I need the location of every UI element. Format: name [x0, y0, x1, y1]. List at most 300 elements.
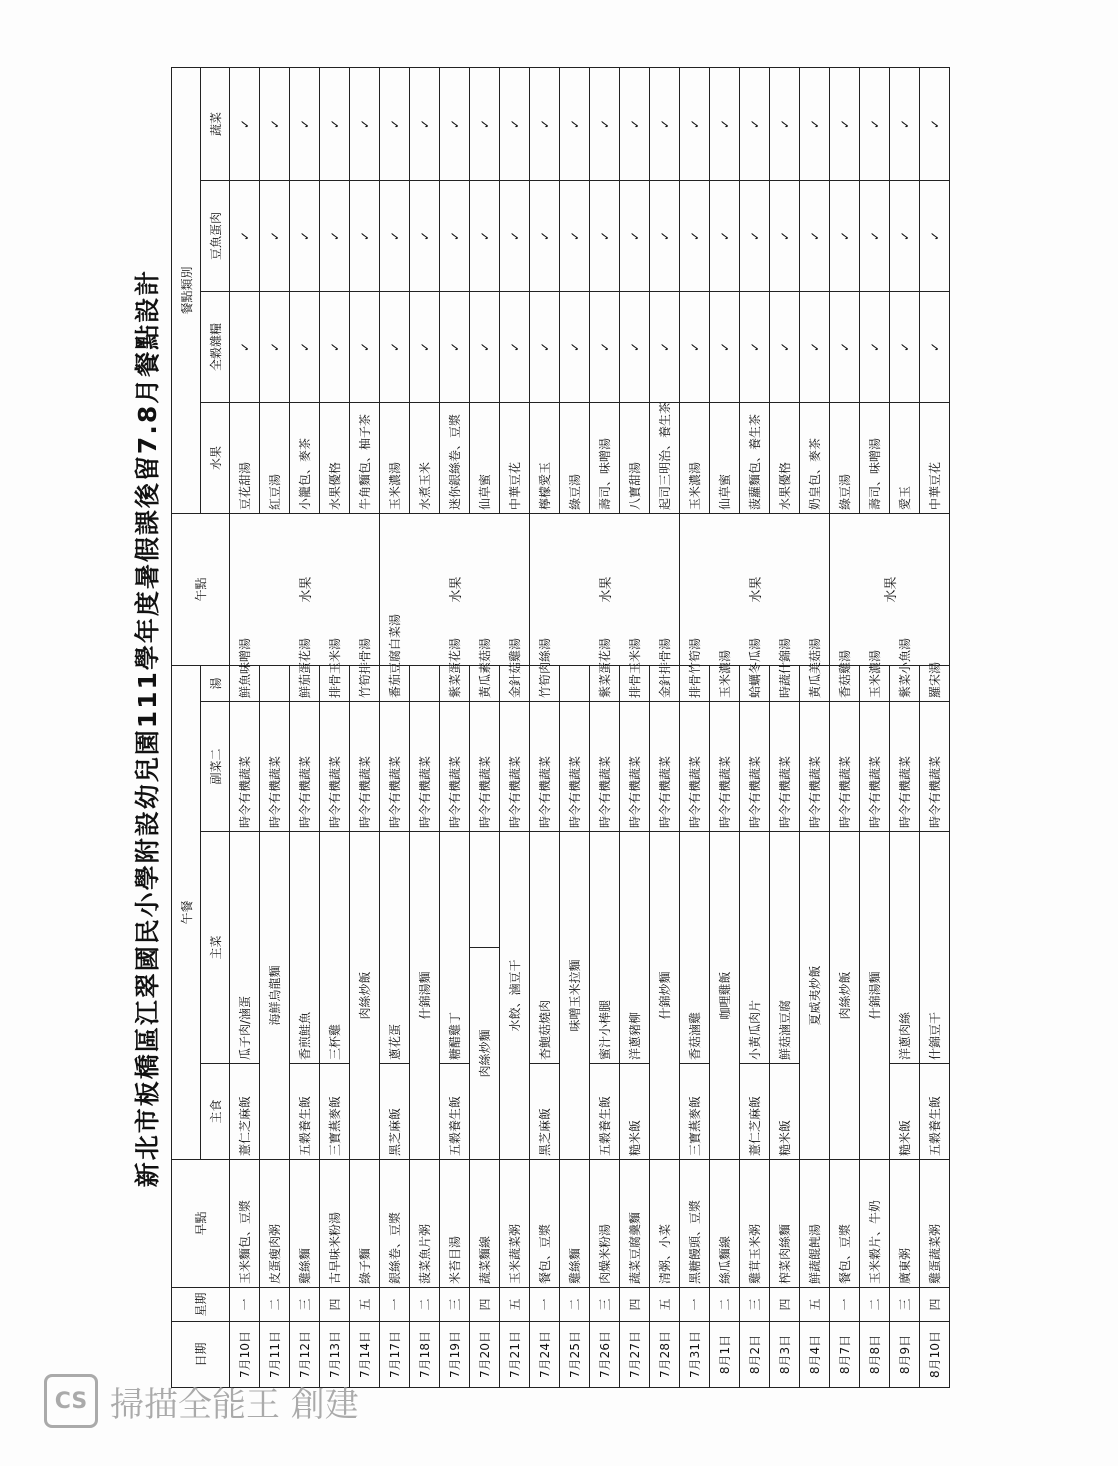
- cell-morning-snack: 蔬菜豆腐羹麵: [620, 1160, 650, 1288]
- cell-check-mark: ✓: [860, 291, 890, 402]
- cell-lunch-combined: 什錦湯麵: [860, 832, 890, 1160]
- cell-afternoon-snack: 紅豆湯: [260, 402, 290, 513]
- cell-check-mark: ✓: [500, 291, 530, 402]
- table-row: [740, 67, 770, 1387]
- cell-lunch-combined: 海鮮烏龍麵: [260, 832, 290, 1160]
- scanner-watermark: [44, 1376, 359, 1426]
- cell-main-dish: 洋蔥豬柳: [620, 832, 650, 1064]
- rotated-menu-sheet: [125, 68, 1030, 1388]
- cell-soup: 排骨玉米湯: [620, 665, 650, 701]
- cell-check-mark: ✓: [920, 67, 950, 180]
- cell-side2: 時令有機蔬菜: [380, 702, 410, 832]
- cell-morning-snack: 餐包、豆漿: [530, 1160, 560, 1288]
- cell-date: 7月12日: [290, 1322, 320, 1388]
- cell-weekday: 三: [740, 1288, 770, 1322]
- cell-afternoon-snack: 水果優格: [320, 402, 350, 513]
- cell-date: 7月21日: [500, 1322, 530, 1388]
- cell-morning-snack: 絲瓜麵線: [710, 1160, 740, 1288]
- cell-check-mark: ✓: [410, 67, 440, 180]
- cell-soup: 黃瓜素菇湯: [470, 665, 500, 701]
- cell-afternoon-snack: 起司三明治、養生茶: [650, 402, 680, 513]
- cell-afternoon-snack: 玉米濃湯: [380, 402, 410, 513]
- cell-afternoon-snack: 小籠包、麥茶: [290, 402, 320, 513]
- cell-date: 7月31日: [680, 1322, 710, 1388]
- cell-fruit: 水果: [530, 513, 680, 665]
- cell-check-mark: ✓: [290, 180, 320, 291]
- cell-main: 薏仁芝麻飯: [230, 1064, 260, 1160]
- cell-main-dish: 蔥花蛋: [380, 832, 410, 1064]
- cell-check-mark: ✓: [830, 291, 860, 402]
- cell-morning-snack: 玉米穀片、牛奶: [860, 1160, 890, 1288]
- cell-soup: 竹筍肉絲湯: [530, 665, 560, 701]
- cell-check-mark: ✓: [350, 67, 380, 180]
- cell-weekday: 二: [410, 1288, 440, 1322]
- cell-fruit: 水果: [680, 513, 830, 665]
- cell-date: 8月10日: [920, 1322, 950, 1388]
- cell-lunch-combined: 咖哩雞飯: [710, 832, 740, 1160]
- cell-check-mark: ✓: [920, 291, 950, 402]
- cell-check-mark: ✓: [560, 180, 590, 291]
- cell-date: 7月10日: [230, 1322, 260, 1388]
- cell-check-mark: ✓: [680, 180, 710, 291]
- cell-main-dish: 洋蔥肉絲: [890, 832, 920, 1064]
- watermark-text: 掃描全能王 創建: [110, 1384, 359, 1425]
- cell-soup: 排骨玉米湯: [320, 665, 350, 701]
- cell-date: 7月14日: [350, 1322, 380, 1388]
- cell-check-mark: ✓: [650, 291, 680, 402]
- cell-weekday: 五: [350, 1288, 380, 1322]
- page-title: 新北市板橋區江翠國民小學附設幼兒園111學年度暑假課後留7.8月餐點設計: [133, 268, 162, 1188]
- cell-check-mark: ✓: [560, 67, 590, 180]
- cell-date: 7月11日: [260, 1322, 290, 1388]
- table-row: [770, 67, 800, 1387]
- cell-check-mark: ✓: [860, 67, 890, 180]
- header-main: 主食: [201, 1064, 230, 1160]
- cell-morning-snack: 雞茸玉米粥: [740, 1160, 770, 1288]
- cell-fruit: 水果: [830, 513, 950, 665]
- cell-check-mark: ✓: [260, 180, 290, 291]
- cell-lunch-combined: 什錦湯麵: [410, 832, 440, 1160]
- cell-date: 7月28日: [650, 1322, 680, 1388]
- header-fruit: 水果: [201, 402, 230, 513]
- cell-main-dish: 蜜汁小棒腿: [590, 832, 620, 1064]
- cell-soup: [260, 665, 290, 701]
- cell-afternoon-snack: 玉米濃湯: [680, 402, 710, 513]
- cell-soup: [560, 665, 590, 701]
- table-row: [890, 67, 920, 1387]
- cell-check-mark: ✓: [650, 67, 680, 180]
- cell-date: 8月1日: [710, 1322, 740, 1388]
- cell-soup: 羅宋湯: [920, 665, 950, 701]
- cell-weekday: 四: [770, 1288, 800, 1322]
- cell-lunch-combined: 肉絲炒飯: [350, 832, 380, 1160]
- table-row: [920, 67, 950, 1387]
- cell-check-mark: ✓: [890, 291, 920, 402]
- cell-check-mark: ✓: [380, 67, 410, 180]
- cell-check-mark: ✓: [800, 291, 830, 402]
- cell-morning-snack: 銀絲卷、豆漿: [380, 1160, 410, 1288]
- cell-soup: 紫菜蛋花湯: [590, 665, 620, 701]
- cell-weekday: 五: [650, 1288, 680, 1322]
- cell-check-mark: ✓: [800, 67, 830, 180]
- cell-weekday: 一: [380, 1288, 410, 1322]
- cell-date: 8月9日: [890, 1322, 920, 1388]
- cell-morning-snack: 廣東粥: [890, 1160, 920, 1288]
- header-morning-snack: 早點: [172, 1160, 230, 1288]
- cell-check-mark: ✓: [590, 67, 620, 180]
- cell-check-mark: ✓: [920, 180, 950, 291]
- cell-side2: 時令有機蔬菜: [410, 702, 440, 832]
- table-row: [710, 67, 740, 1387]
- cell-side2: 時令有機蔬菜: [890, 702, 920, 832]
- cell-check-mark: ✓: [740, 291, 770, 402]
- cell-check-mark: ✓: [230, 180, 260, 291]
- table-row: [830, 67, 860, 1387]
- cell-check-mark: ✓: [380, 180, 410, 291]
- table-row: [320, 67, 350, 1387]
- table-row: [680, 67, 710, 1387]
- header-cat-veg: 蔬菜: [201, 67, 230, 180]
- cell-side2: 時令有機蔬菜: [230, 702, 260, 832]
- cell-check-mark: ✓: [890, 180, 920, 291]
- cell-weekday: 一: [230, 1288, 260, 1322]
- cell-afternoon-snack: 水果優格: [770, 402, 800, 513]
- cell-side2: 時令有機蔬菜: [680, 702, 710, 832]
- cell-weekday: 三: [590, 1288, 620, 1322]
- cell-check-mark: ✓: [380, 291, 410, 402]
- cell-soup: 香菇雞湯: [830, 665, 860, 701]
- cell-side2: 時令有機蔬菜: [920, 702, 950, 832]
- cell-weekday: 一: [830, 1288, 860, 1322]
- cell-morning-snack: 肉燥米粉湯: [590, 1160, 620, 1288]
- cell-weekday: 二: [560, 1288, 590, 1322]
- cell-check-mark: ✓: [260, 291, 290, 402]
- cell-afternoon-snack: 豆花甜湯: [230, 402, 260, 513]
- table-row: [590, 67, 620, 1387]
- cell-side2: 時令有機蔬菜: [440, 702, 470, 832]
- cell-side2: 時令有機蔬菜: [530, 702, 560, 832]
- table-row: [470, 67, 500, 1387]
- cell-weekday: 四: [470, 1288, 500, 1322]
- cell-check-mark: ✓: [440, 67, 470, 180]
- cell-date: 8月3日: [770, 1322, 800, 1388]
- cell-soup: 金針菇雞湯: [500, 665, 530, 701]
- cell-check-mark: ✓: [740, 180, 770, 291]
- cell-morning-snack: 綠子麵: [350, 1160, 380, 1288]
- cell-main: 三寶燕麥飯: [680, 1064, 710, 1160]
- cell-soup: 玉米濃湯: [860, 665, 890, 701]
- cell-soup: 竹筍排骨湯: [350, 665, 380, 701]
- cell-afternoon-snack: 水煮玉米: [410, 402, 440, 513]
- cell-weekday: 二: [260, 1288, 290, 1322]
- cell-fruit: 水果: [380, 513, 530, 665]
- header-weekday: 星期: [172, 1288, 230, 1322]
- cell-weekday: 一: [680, 1288, 710, 1322]
- table-row: [530, 67, 560, 1387]
- cell-date: 8月8日: [860, 1322, 890, 1388]
- header-category: 餐點類別: [172, 67, 201, 513]
- cell-side2: 時令有機蔬菜: [800, 702, 830, 832]
- cell-side2: 時令有機蔬菜: [290, 702, 320, 832]
- cell-lunch-combined: 水餃、滷豆干: [500, 832, 530, 1160]
- cell-date: 8月7日: [830, 1322, 860, 1388]
- cell-check-mark: ✓: [500, 180, 530, 291]
- cell-check-mark: ✓: [830, 67, 860, 180]
- cell-check-mark: ✓: [680, 291, 710, 402]
- cell-check-mark: ✓: [410, 180, 440, 291]
- cell-main: 糙米飯: [890, 1064, 920, 1160]
- cell-check-mark: ✓: [440, 180, 470, 291]
- cell-side2: 時令有機蔬菜: [770, 702, 800, 832]
- cell-check-mark: ✓: [530, 67, 560, 180]
- cell-lunch-combined: 什錦炒麵: [650, 832, 680, 1160]
- menu-table: [171, 67, 950, 1388]
- header-date: 日期: [172, 1322, 230, 1388]
- cell-check-mark: ✓: [440, 291, 470, 402]
- header-cat-protein: 豆魚蛋肉: [201, 180, 230, 291]
- cell-side2: 時令有機蔬菜: [710, 702, 740, 832]
- cell-check-mark: ✓: [770, 67, 800, 180]
- cell-side2: 時令有機蔬菜: [650, 702, 680, 832]
- cell-side2: 時令有機蔬菜: [830, 702, 860, 832]
- cell-check-mark: ✓: [740, 67, 770, 180]
- table-row: [500, 67, 530, 1387]
- cell-date: 7月27日: [620, 1322, 650, 1388]
- cell-date: 7月25日: [560, 1322, 590, 1388]
- cell-afternoon-snack: 壽司、味噌湯: [860, 402, 890, 513]
- cell-soup: 番茄豆腐白菜湯: [380, 665, 410, 701]
- cell-date: 7月20日: [470, 1322, 500, 1388]
- cell-weekday: 三: [290, 1288, 320, 1322]
- cell-afternoon-snack: 檸檬愛玉: [530, 402, 560, 513]
- cell-lunch-combined: 肉絲炒麵: [470, 948, 500, 1160]
- cell-side2: 時令有機蔬菜: [350, 702, 380, 832]
- cell-main-dish: 瓜子肉/滷蛋: [230, 832, 260, 1064]
- cell-morning-snack: 清粥、小菜: [650, 1160, 680, 1288]
- cell-check-mark: ✓: [710, 180, 740, 291]
- cell-morning-snack: 黑糖饅頭、豆漿: [680, 1160, 710, 1288]
- cell-check-mark: ✓: [320, 291, 350, 402]
- cell-weekday: 四: [920, 1288, 950, 1322]
- cell-date: 7月13日: [320, 1322, 350, 1388]
- cell-check-mark: ✓: [590, 180, 620, 291]
- table-row: [860, 67, 890, 1387]
- cell-check-mark: ✓: [620, 67, 650, 180]
- table-row: [260, 67, 290, 1387]
- cell-main: 五穀養生飯: [590, 1064, 620, 1160]
- cell-main-dish: 鮮菇滷豆腐: [770, 832, 800, 1064]
- cell-check-mark: ✓: [290, 291, 320, 402]
- cell-lunch-combined: 肉絲炒飯: [830, 832, 860, 1160]
- cell-check-mark: ✓: [230, 67, 260, 180]
- cell-weekday: 三: [890, 1288, 920, 1322]
- cell-main: 三寶燕麥飯: [320, 1064, 350, 1160]
- cell-check-mark: ✓: [410, 291, 440, 402]
- cell-weekday: 四: [320, 1288, 350, 1322]
- cell-afternoon-snack: 仙草蜜: [710, 402, 740, 513]
- cell-check-mark: ✓: [470, 180, 500, 291]
- table-row: [440, 67, 470, 1387]
- header-lunch: 午餐: [172, 665, 201, 1159]
- cell-afternoon-snack: 中華豆花: [920, 402, 950, 513]
- table-row: [230, 67, 260, 1387]
- cell-main: 五穀養生飯: [290, 1064, 320, 1160]
- cell-date: 7月17日: [380, 1322, 410, 1388]
- header-cat-grain: 全穀雜糧: [201, 291, 230, 402]
- cell-check-mark: ✓: [260, 67, 290, 180]
- cell-check-mark: ✓: [800, 180, 830, 291]
- header-main-dish: 主菜: [201, 832, 230, 1064]
- cell-main-dish: [470, 832, 500, 948]
- cell-soup: [410, 665, 440, 701]
- cell-check-mark: ✓: [530, 291, 560, 402]
- cell-side2: 時令有機蔬菜: [590, 702, 620, 832]
- cell-morning-snack: 玉米麵包、豆漿: [230, 1160, 260, 1288]
- cell-afternoon-snack: 仙草蜜: [470, 402, 500, 513]
- cell-afternoon-snack: 綠豆湯: [830, 402, 860, 513]
- cell-check-mark: ✓: [230, 291, 260, 402]
- header-soup: 湯: [201, 665, 230, 701]
- camscanner-logo-icon: CS: [44, 1374, 98, 1428]
- cell-weekday: 三: [440, 1288, 470, 1322]
- cell-main: 黑芝麻飯: [530, 1064, 560, 1160]
- cell-side2: 時令有機蔬菜: [470, 702, 500, 832]
- cell-soup: 金針排骨湯: [650, 665, 680, 701]
- cell-main-dish: 小黃瓜肉片: [740, 832, 770, 1064]
- cell-check-mark: ✓: [770, 180, 800, 291]
- cell-weekday: 五: [800, 1288, 830, 1322]
- cell-check-mark: ✓: [500, 67, 530, 180]
- cell-afternoon-snack: 迷你銀絲卷、豆漿: [440, 402, 470, 513]
- cell-check-mark: ✓: [470, 67, 500, 180]
- cell-main-dish: 三杯雞: [320, 832, 350, 1064]
- cell-check-mark: ✓: [890, 67, 920, 180]
- cell-check-mark: ✓: [560, 291, 590, 402]
- cell-weekday: 一: [530, 1288, 560, 1322]
- cell-side2: 時令有機蔬菜: [260, 702, 290, 832]
- cell-main-dish: 香煎鮭魚: [290, 832, 320, 1064]
- cell-soup: 鮮魚味噌湯: [230, 665, 260, 701]
- cell-soup: 紫菜蛋花湯: [440, 665, 470, 701]
- cell-main: 糙米飯: [620, 1064, 650, 1160]
- cell-check-mark: ✓: [320, 180, 350, 291]
- cell-check-mark: ✓: [620, 291, 650, 402]
- cell-soup: 時蔬什錦湯: [770, 665, 800, 701]
- cell-afternoon-snack: 牛角麵包、柚子茶: [350, 402, 380, 513]
- table-row: [560, 67, 590, 1387]
- cell-check-mark: ✓: [710, 67, 740, 180]
- cell-soup: 蛤蠣冬瓜湯: [740, 665, 770, 701]
- cell-date: 8月4日: [800, 1322, 830, 1388]
- cell-morning-snack: 菠菜魚片粥: [410, 1160, 440, 1288]
- cell-morning-snack: 雞絲麵: [290, 1160, 320, 1288]
- cell-check-mark: ✓: [470, 291, 500, 402]
- cell-weekday: 四: [620, 1288, 650, 1322]
- cell-date: 7月24日: [530, 1322, 560, 1388]
- cell-date: 7月26日: [590, 1322, 620, 1388]
- cell-main-dish: 香菇滷雞: [680, 832, 710, 1064]
- table-row: [650, 67, 680, 1387]
- cell-morning-snack: 古早味米粉湯: [320, 1160, 350, 1288]
- cell-afternoon-snack: 愛玉: [890, 402, 920, 513]
- cell-check-mark: ✓: [290, 67, 320, 180]
- cell-check-mark: ✓: [530, 180, 560, 291]
- cell-main-dish: 什錦豆干: [920, 832, 950, 1064]
- cell-afternoon-snack: 壽司、味噌湯: [590, 402, 620, 513]
- cell-main: 五穀養生飯: [920, 1064, 950, 1160]
- cell-afternoon-snack: 八寶甜湯: [620, 402, 650, 513]
- cell-afternoon-snack: 菠蘿麵包、養生茶: [740, 402, 770, 513]
- cell-morning-snack: 雞絲麵: [560, 1160, 590, 1288]
- cell-side2: 時令有機蔬菜: [560, 702, 590, 832]
- cell-morning-snack: 餐包、豆漿: [830, 1160, 860, 1288]
- table-row: [380, 67, 410, 1387]
- cell-lunch-combined: 味噌玉米拉麵: [560, 832, 590, 1160]
- cell-check-mark: ✓: [680, 67, 710, 180]
- cell-main: 黑芝麻飯: [380, 1064, 410, 1160]
- cell-weekday: 五: [500, 1288, 530, 1322]
- cell-check-mark: ✓: [350, 291, 380, 402]
- cell-side2: 時令有機蔬菜: [620, 702, 650, 832]
- cell-morning-snack: 鮮蔬餛飩湯: [800, 1160, 830, 1288]
- cell-morning-snack: 皮蛋瘦肉粥: [260, 1160, 290, 1288]
- cell-side2: 時令有機蔬菜: [740, 702, 770, 832]
- cell-side2: 時令有機蔬菜: [500, 702, 530, 832]
- cell-date: 7月18日: [410, 1322, 440, 1388]
- cell-main-dish: 杏鮑菇燒肉: [530, 832, 560, 1064]
- cell-morning-snack: 榨菜肉絲麵: [770, 1160, 800, 1288]
- cell-check-mark: ✓: [620, 180, 650, 291]
- cell-morning-snack: 雞蛋蔬菜粥: [920, 1160, 950, 1288]
- cell-soup: 黃瓜美菇湯: [800, 665, 830, 701]
- cell-check-mark: ✓: [650, 180, 680, 291]
- cell-soup: 排骨竹筍湯: [680, 665, 710, 701]
- cell-date: 8月2日: [740, 1322, 770, 1388]
- cell-afternoon-snack: 奶皇包、麥茶: [800, 402, 830, 513]
- cell-morning-snack: 蔬菜麵線: [470, 1160, 500, 1288]
- cell-main: 糙米飯: [770, 1064, 800, 1160]
- table-row: [620, 67, 650, 1387]
- cell-lunch-combined: 夏威夷炒飯: [800, 832, 830, 1160]
- cell-check-mark: ✓: [770, 291, 800, 402]
- cell-afternoon-snack: 綠豆湯: [560, 402, 590, 513]
- cell-soup: 紫菜小魚湯: [890, 665, 920, 701]
- cell-soup: 鮮茄蛋花湯: [290, 665, 320, 701]
- cell-check-mark: ✓: [590, 291, 620, 402]
- table-row: [350, 67, 380, 1387]
- cell-check-mark: ✓: [320, 67, 350, 180]
- cell-morning-snack: 米苔目湯: [440, 1160, 470, 1288]
- cell-weekday: 二: [860, 1288, 890, 1322]
- cell-check-mark: ✓: [830, 180, 860, 291]
- cell-side2: 時令有機蔬菜: [320, 702, 350, 832]
- table-row: [410, 67, 440, 1387]
- cell-main: 薏仁芝麻飯: [740, 1064, 770, 1160]
- cell-side2: 時令有機蔬菜: [860, 702, 890, 832]
- cell-check-mark: ✓: [710, 291, 740, 402]
- cell-morning-snack: 玉米蔬菜粥: [500, 1160, 530, 1288]
- cell-check-mark: ✓: [350, 180, 380, 291]
- table-row: [290, 67, 320, 1387]
- cell-date: 7月19日: [440, 1322, 470, 1388]
- header-afternoon-snack: 午點: [172, 513, 230, 665]
- cell-soup: 玉米濃湯: [710, 665, 740, 701]
- header-side2: 副菜二: [201, 702, 230, 832]
- cell-weekday: 二: [710, 1288, 740, 1322]
- table-row: [800, 67, 830, 1387]
- cell-main: 五穀養生飯: [440, 1064, 470, 1160]
- cell-fruit: 水果: [230, 513, 380, 665]
